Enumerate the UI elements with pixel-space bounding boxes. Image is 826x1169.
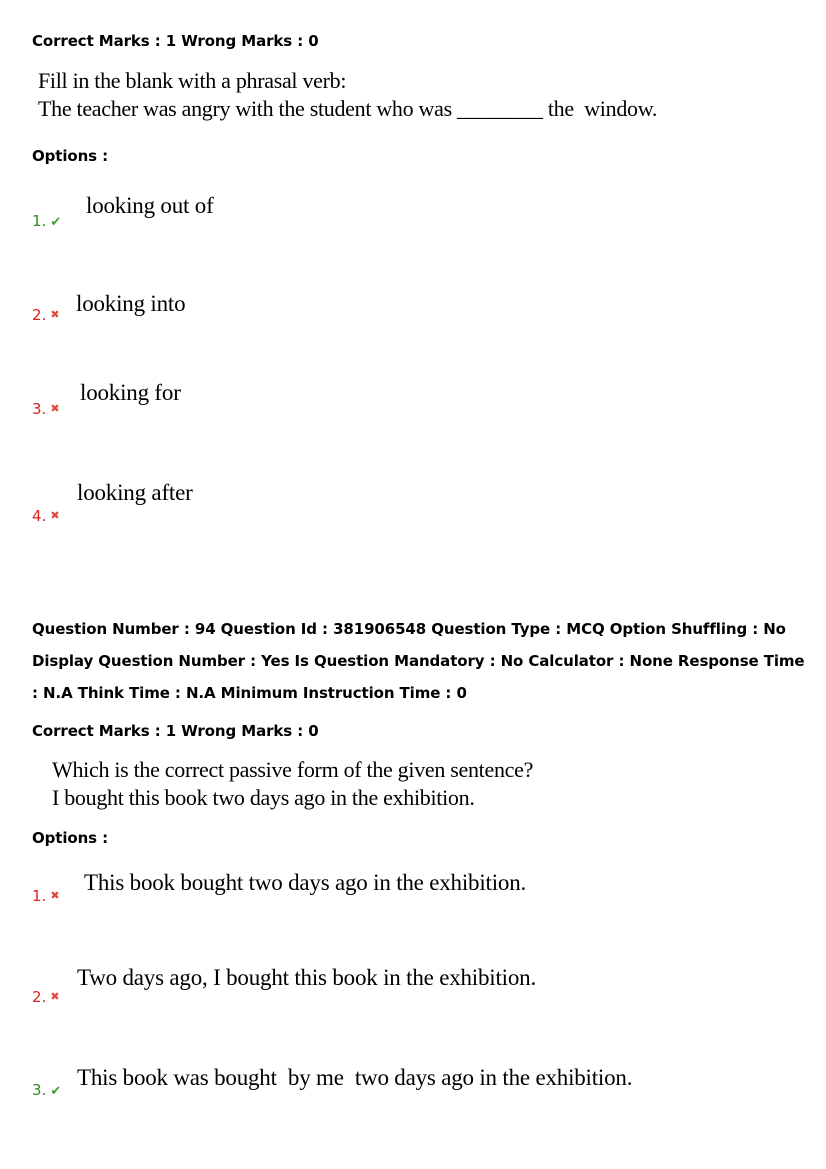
q94-header-line2: Display Question Number : Yes Is Question Mandatory : No Calculator : None Response Time [32,652,805,670]
cross-icon: ✖ [50,509,60,522]
q93-option-3-text: looking for [80,380,181,405]
cross-icon: ✖ [50,889,60,902]
q93-question-line2: The teacher was angry with the student who was ________ the window. [38,96,658,121]
check-icon: ✔ [50,215,62,230]
q94-question-line1: Which is the correct passive form of the given sentence? [52,757,534,782]
q94-option-2-text: Two days ago, I bought this book in the exhibition. [77,965,537,990]
q94-header-line3: : N.A Think Time : N.A Minimum Instruction Time : 0 [32,684,467,702]
q93-option-3-number: 3. ✖ [32,400,60,418]
q94-option-1-text: This book bought two days ago in the exhibition. [84,870,527,895]
check-icon: ✔ [50,1084,62,1099]
q94-option-3-text: This book was bought by me two days ago in the exhibition. [77,1065,633,1090]
q93-option-4-text: looking after [77,480,193,505]
q94-option-2-number: 2. ✖ [32,988,60,1006]
q94-header-line1: Question Number : 94 Question Id : 381906548 Question Type : MCQ Option Shuffling : No [32,620,786,638]
q93-option-2-number: 2. ✖ [32,306,60,324]
q93-marks: Correct Marks : 1 Wrong Marks : 0 [32,32,319,50]
cross-icon: ✖ [50,308,60,321]
q94-option-1-number: 1. ✖ [32,887,60,905]
q93-option-2-text: looking into [76,291,186,316]
q93-question-line1: Fill in the blank with a phrasal verb: [38,68,347,93]
cross-icon: ✖ [50,402,60,415]
q93-options-label: Options : [32,147,109,165]
q93-option-1-number: 1. ✔ [32,212,62,230]
q94-question-line2: I bought this book two days ago in the exhibition. [52,785,475,810]
q94-options-label: Options : [32,829,109,847]
q93-option-1-text: looking out of [86,193,214,218]
q94-option-3-number: 3. ✔ [32,1081,62,1099]
q93-option-4-number: 4. ✖ [32,507,60,525]
q94-marks: Correct Marks : 1 Wrong Marks : 0 [32,722,319,740]
cross-icon: ✖ [50,990,60,1003]
